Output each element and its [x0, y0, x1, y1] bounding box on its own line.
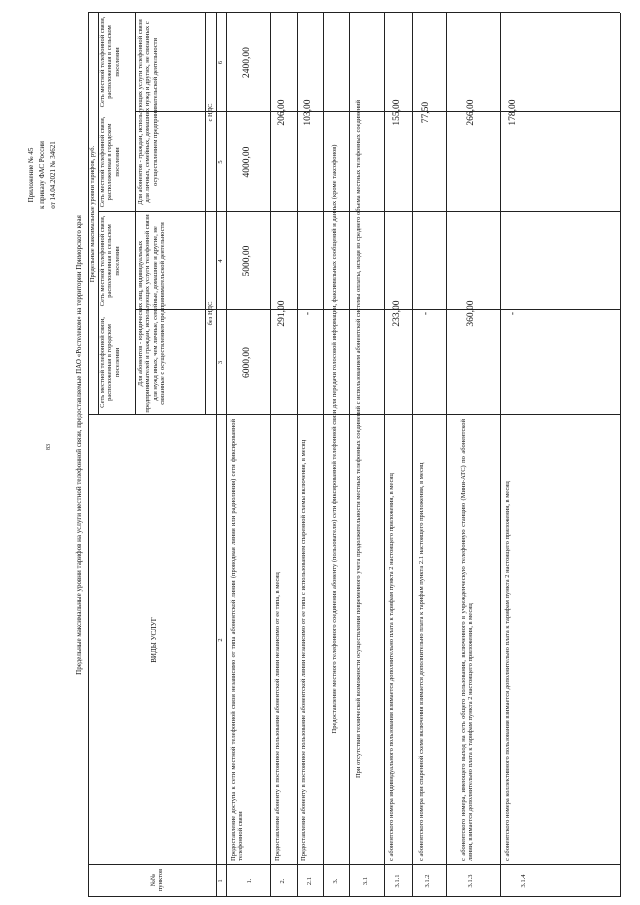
document-title: Предельные максимальные уровни тарифов на услуги местной телефонной связи, предоставляемые ПАО «Ростелеком» на территории Приморского края: [75, 215, 83, 675]
table-border-right: [88, 12, 620, 13]
row-3-text: Предоставление местного телефонного соединения абоненту (пользователю) сети фиксированной телефонной связи для передачи голосовой информации, факсимильных сообщений и данных (кроме таксофонов): [331, 144, 338, 734]
row-3-1-3-v3: 360,00: [466, 300, 476, 327]
order-reference: к приказу ФАС России: [38, 141, 46, 209]
row-3-1-1-v3: 233,00: [392, 300, 402, 327]
row-3-1-4-v3: -: [508, 311, 518, 316]
col-services-header: ВИДЫ УСЛУГ: [150, 617, 158, 663]
row-sep: [297, 13, 298, 897]
tariffs-header: Предельные максимальные уровни тарифов, руб.: [89, 145, 96, 283]
row-1-v4: 5000,00: [242, 245, 252, 277]
row-1-num: 1.: [246, 878, 253, 884]
row-2-1-text: Предоставление абоненту в постоянное пользование абонентской линии независимо от ее типа с использованием спаренной схемы включения, в месяц: [300, 439, 307, 861]
col-numbering-header: №№ пунктов: [150, 868, 165, 892]
row-3-1-1-text: с абонентского номера индивидуального пользования взимается дополнительно плата к тарифам пункта 2 настоящего приложения, в месяц: [388, 473, 395, 861]
row-3-1-1-v5: 155,00: [392, 99, 402, 126]
row-3-1-num: 3.1: [362, 876, 369, 886]
sub-rural-citizens: Сеть местной телефонной связи, расположенная в сельском поселении: [99, 16, 121, 108]
row-sep: [384, 13, 385, 897]
sub-rural-legal: Сеть местной телефонной связи, расположенная в сельском поселении: [99, 215, 121, 307]
page-number: 83: [46, 444, 52, 450]
row-sep: [349, 13, 350, 897]
row-1-text: Предоставление доступа к сети местной телефонной связи независимо от типа абонентской линии (проводная линия или радиолиния) сети фиксированной телефонной связи: [230, 419, 245, 861]
col-num-1: 1: [217, 879, 224, 883]
sub-city-citizens: Сеть местной телефонной связи, расположенная в городском поселении: [99, 116, 121, 208]
row-3-1-4-num: 3.1.4: [520, 874, 527, 888]
no-vat-label: без НДС: [207, 301, 214, 326]
row-1-v3: 6000,00: [242, 347, 252, 378]
row-sep: [500, 13, 501, 897]
col-num-5: 5: [217, 160, 224, 164]
row-2-v3: 291,00: [277, 300, 287, 327]
row-1-v6: 2400,00: [242, 47, 252, 78]
row-3-1-2-v3: -: [421, 311, 431, 316]
group-header-line: [135, 13, 136, 415]
row-3-1-3-v5: 266,00: [466, 99, 476, 126]
row-3-1-2-num: 3.1.2: [424, 874, 431, 888]
row-sep: [446, 13, 447, 897]
row-3-1-2-v5: 77,50: [421, 101, 431, 124]
row-3-1-2-text: с абонентского номера при спаренной схеме включения взимается дополнительно плата к тарифам пункта 2.1 настоящего приложения, в месяц: [418, 462, 425, 861]
row-sep: [323, 13, 324, 897]
row-2-1-v5: 103,00: [303, 99, 313, 126]
col-num-line: [226, 13, 227, 897]
row-2-1-v3: -: [303, 311, 313, 316]
row-1-v5: 4000,00: [242, 146, 252, 178]
row-3-1-4-v5: 178,00: [508, 99, 518, 126]
row-sep: [412, 13, 413, 897]
col-sep-1: [88, 864, 620, 865]
col-sep-2: [88, 414, 620, 415]
with-vat-label: с НДС: [207, 103, 214, 122]
appendix-number: Приложение № 45: [27, 147, 35, 203]
row-3-1-1-num: 3.1.1: [394, 874, 401, 888]
row-3-1-3-num: 3.1.3: [467, 874, 474, 888]
group-citizens: Для абонентов - граждан, использующих услуги телефонной связи для личных, семейных, домашних нужд и других, не связанных с осуществлением предпринимательской деятельности: [137, 19, 159, 205]
order-date: от 14.04.2021 № 34621: [49, 141, 57, 209]
row-3-1-4-text: с абонентского номера коллективного пользования взимается дополнительно плата к тарифам пункта 2 настоящего приложения, в месяц: [504, 481, 511, 861]
row-2-num: 2.: [279, 878, 286, 884]
col-num-6: 6: [217, 60, 224, 65]
row-sep: [270, 13, 271, 897]
row-3-1-text: При отсутствии технической возможности осуществления повременного учета продолжительности местных телефонных соединений с использованием абонентской системы оплаты, исходя из среднего объема местных телефонных соединений: [355, 99, 362, 779]
row-3-1-3-text: с абонентского номера, имеющего выход на сеть общего пользования, включенного в учрежденческую телефонную станцию (Мини-АТС) по абонентской линии, взимается дополнительно плата к тарифам пункта 2 настоящего приложения, в месяц: [460, 419, 475, 861]
table-border-left: [88, 896, 620, 897]
col-num-4: 4: [217, 259, 224, 263]
row-2-text: Предоставление абоненту в постоянное пользование абонентской линии независимо от ее типа, в месяц: [274, 572, 281, 861]
group-legal: Для абонентов - юридических лиц, индивидуальных предпринимателей и граждан, использующих услуги телефонной связи для нужд иных, чем личные, семейные, домашние и другие, не связанные с осуществлением предпринимательской деятельности: [137, 214, 167, 413]
table-border-bottom: [620, 13, 621, 897]
sub-city-legal: Сеть местной телефонной связи, расположенная в городском поселении: [99, 317, 121, 408]
row-2-v5: 206,00: [277, 99, 287, 126]
subgroup-header-line: [205, 13, 206, 415]
row-3-num: 3.: [332, 878, 339, 884]
row-2-1-num: 2.1: [306, 876, 313, 886]
col-num-3: 3: [217, 360, 224, 365]
col-num-2: 2: [217, 638, 224, 642]
